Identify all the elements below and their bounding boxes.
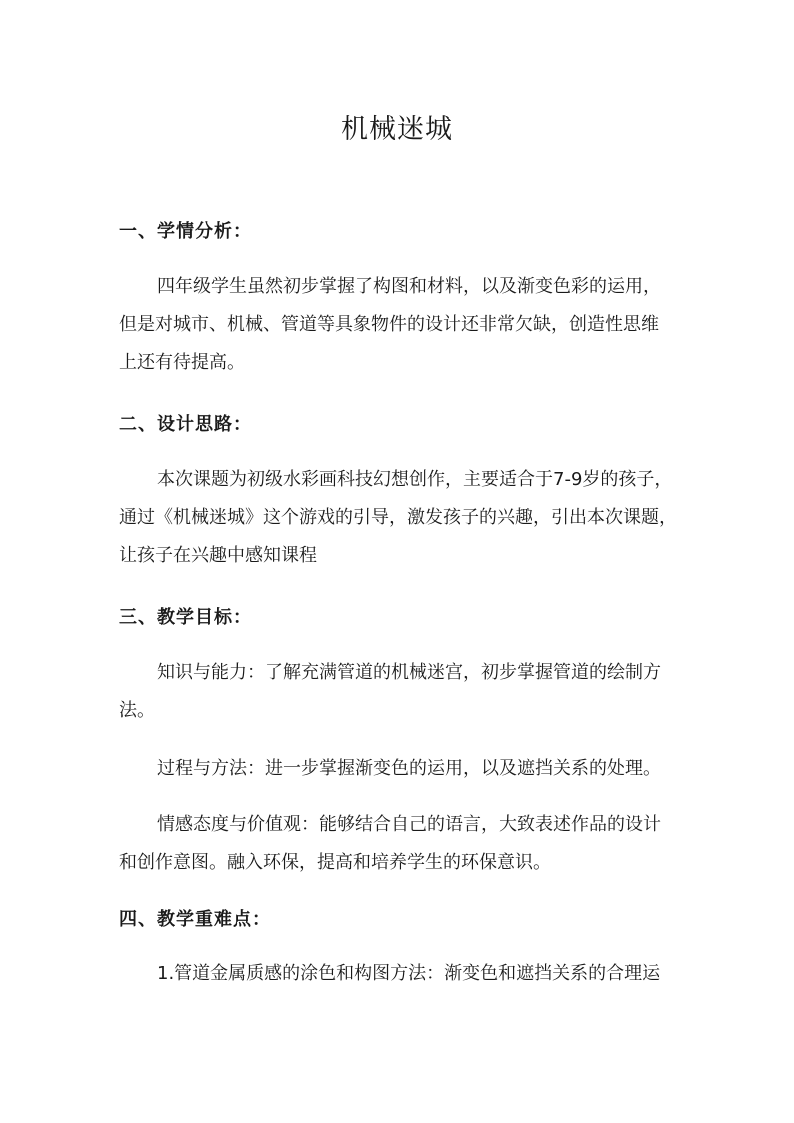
paragraph-line: 上还有待提高。	[119, 352, 245, 373]
document-title: 机械迷城	[341, 114, 453, 145]
section-1-paragraph-1	[119, 268, 679, 382]
paragraph-line: 和创作意图。融入环保，提高和培养学生的环保意识。	[119, 852, 551, 873]
section-3-paragraph-2	[119, 750, 679, 788]
section-3-paragraph-1	[119, 654, 679, 730]
paragraph-line: 法。	[119, 700, 155, 721]
section-heading-3: 三、教学目标：	[119, 607, 252, 628]
paragraph-line: 过程与方法：进一步掌握渐变色的运用，以及遮挡关系的处理。	[157, 758, 661, 779]
section-heading-2: 二、设计思路：	[119, 414, 252, 435]
paragraph-line: 情感态度与价值观：能够结合自己的语言，大致表述作品的设计	[157, 814, 661, 835]
paragraph-line: 四年级学生虽然初步掌握了构图和材料，以及渐变色彩的运用，	[157, 276, 661, 297]
section-2-paragraph-1	[119, 461, 679, 575]
section-4-paragraph-1	[119, 955, 679, 993]
section-heading-1: 一、学情分析：	[119, 221, 252, 242]
paragraph-line: 1.管道金属质感的涂色和构图方法：渐变色和遮挡关系的合理运	[157, 963, 661, 984]
paragraph-line: 知识与能力：了解充满管道的机械迷宫，初步掌握管道的绘制方	[157, 662, 661, 683]
paragraph-line: 让孩子在兴趣中感知课程	[119, 545, 317, 566]
paragraph-line: 但是对城市、机械、管道等具象物件的设计还非常欠缺，创造性思维	[119, 314, 659, 335]
section-heading-4: 四、教学重难点：	[119, 909, 271, 930]
section-3-paragraph-3	[119, 806, 679, 882]
paragraph-line: 通过《机械迷城》这个游戏的引导，激发孩子的兴趣，引出本次课题，	[119, 507, 677, 528]
paragraph-line: 本次课题为初级水彩画科技幻想创作，主要适合于7-9岁的孩子，	[157, 469, 673, 490]
